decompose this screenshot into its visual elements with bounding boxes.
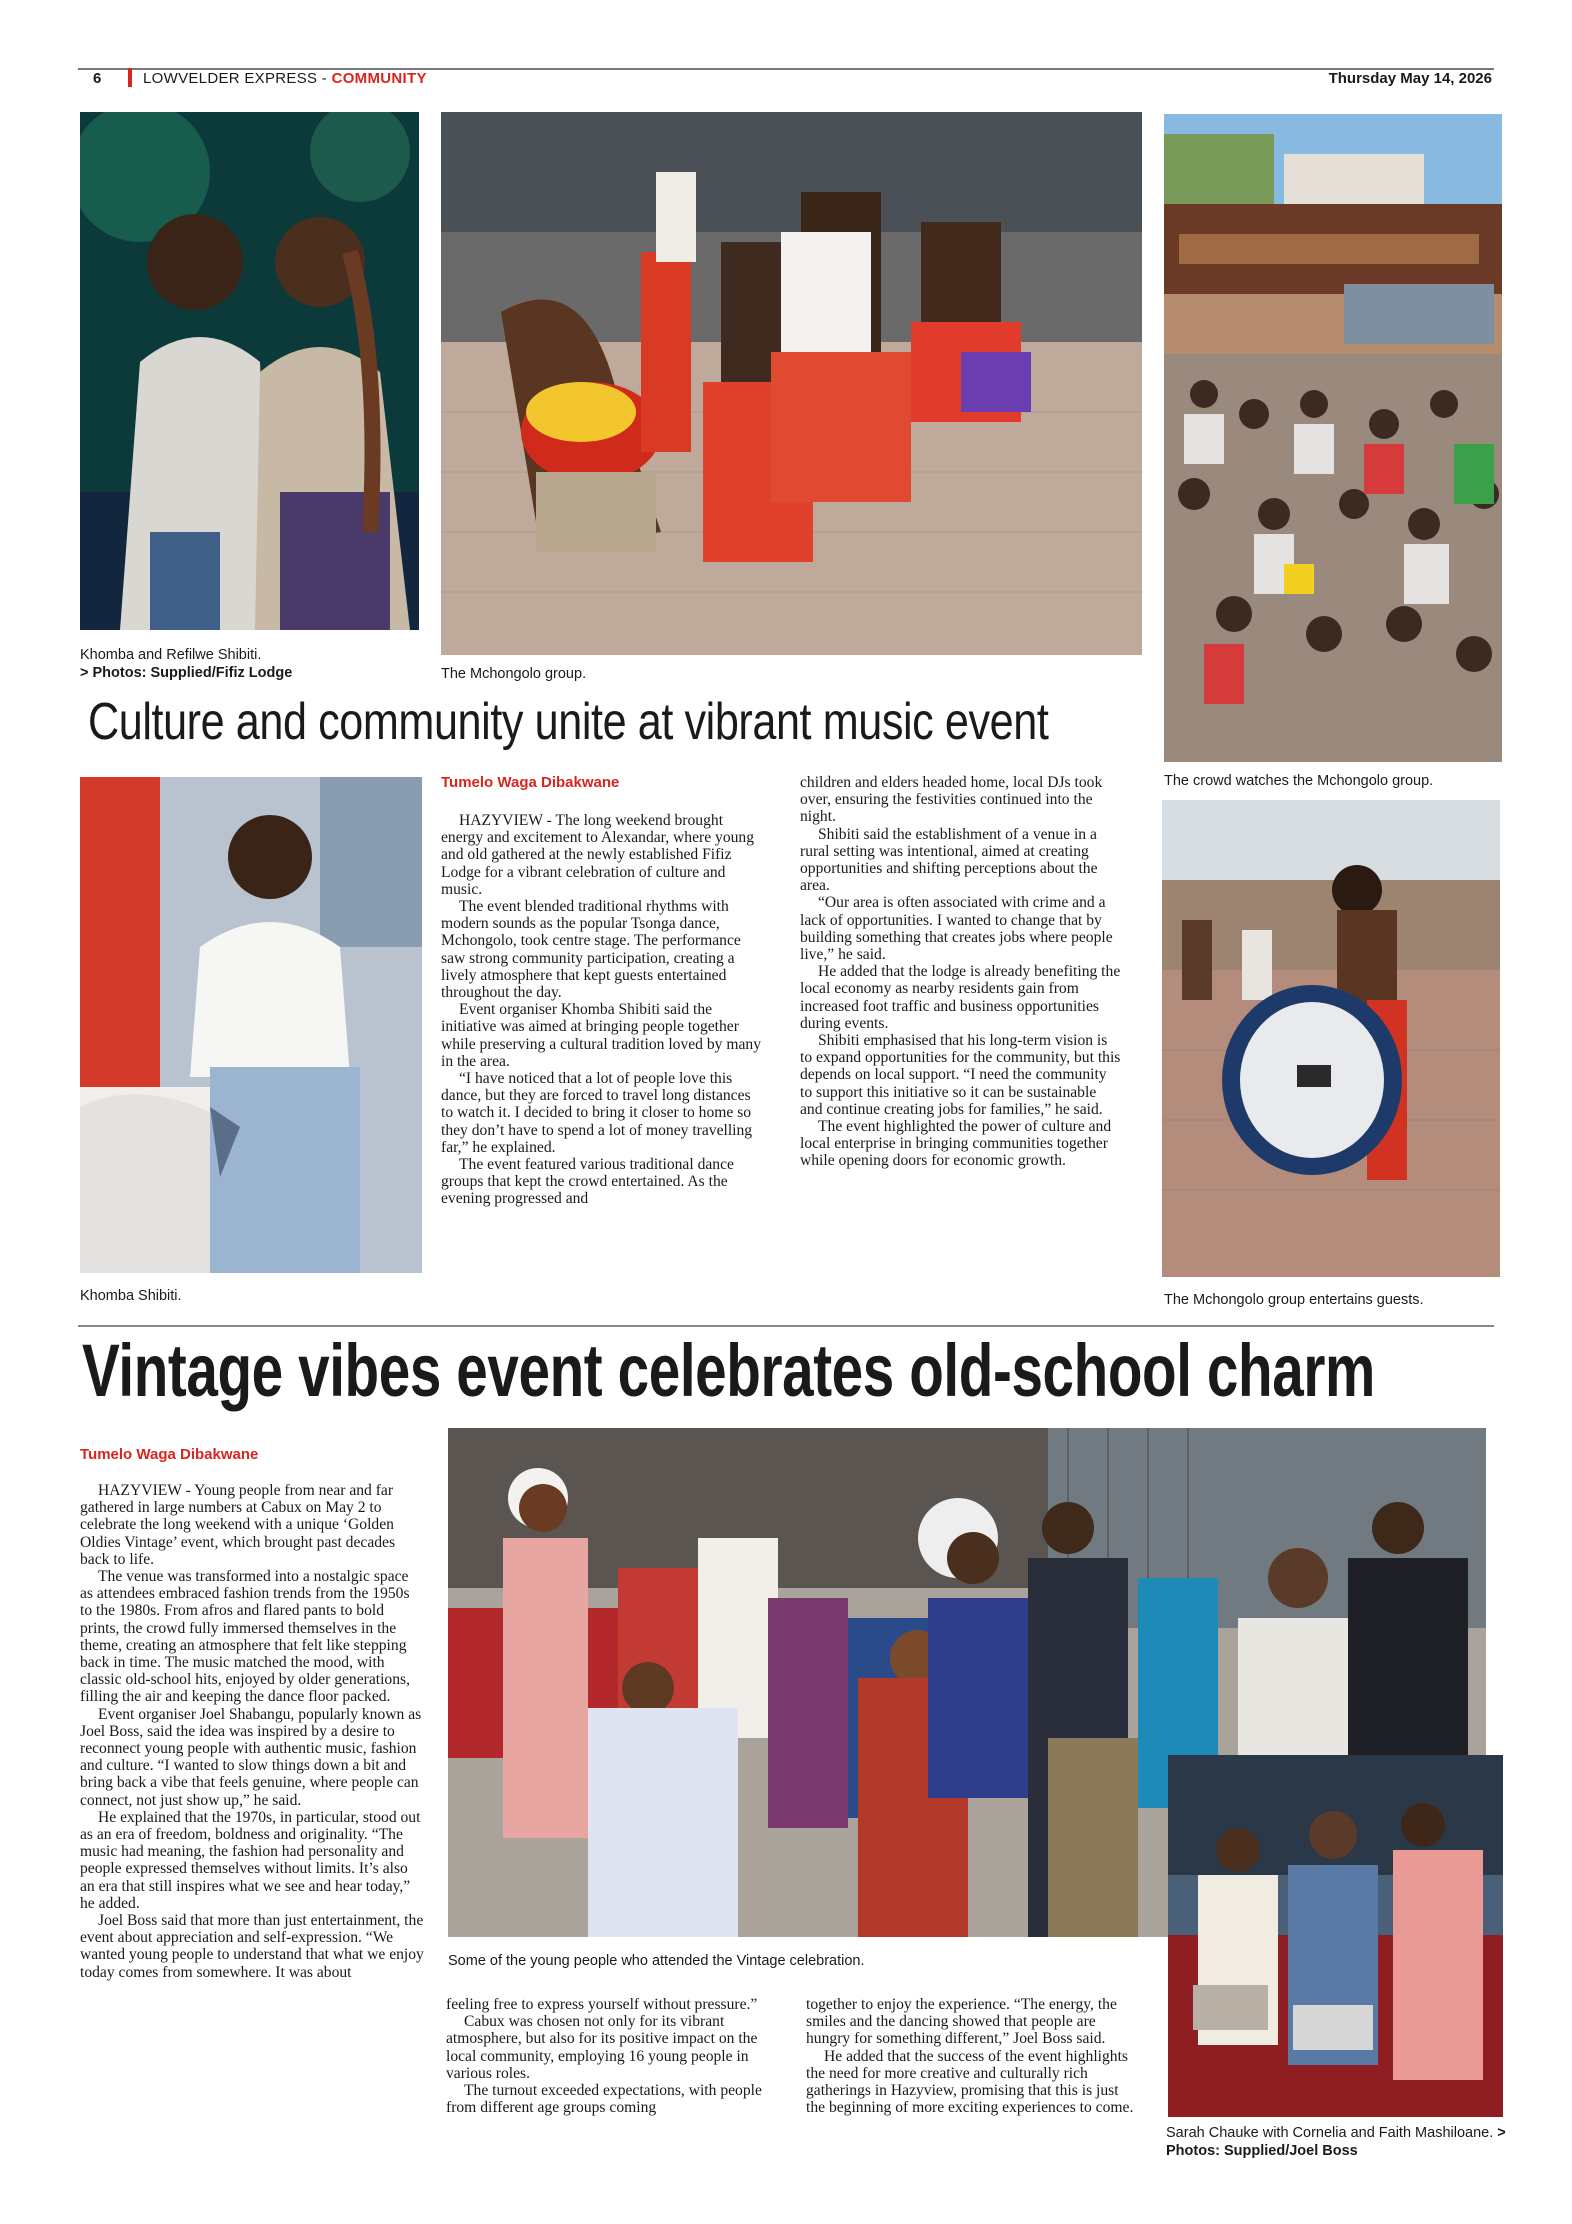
story1-byline: Tumelo Waga Dibakwane [441,774,620,791]
khomba-caption: Khomba Shibiti. [80,1288,182,1304]
publication-title [143,70,427,87]
story1-col1-paragraph: The event featured various traditional dance groups that kept the crowd entertained. As the evening progressed and [441,1156,734,1208]
story2-col3-continuation: together to enjoy the experience. “The energy, the smiles and the dancing showed that people are hungry for something different,” Joel Boss said. [806,1996,1117,2048]
section-name: COMMUNITY [331,70,427,87]
issue-date: Thursday May 14, 2026 [1328,70,1492,87]
story2-col2-paragraph: Cabux was chosen not only for its vibrant atmosphere, but also for its positive impact on the local community, employing 16 young people in various roles. [446,2013,758,2082]
page-number: 6 [93,70,102,87]
khomba-photo [80,777,422,1273]
story1-col1-paragraph: The event blended traditional rhythms with modern sounds as the popular Tsonga dance, Mchongolo, took centre stage. The performance saw strong community participation, creating a lively atmosphere that kept guests entertained throughout the day. [441,898,741,1002]
vintage-trio-caption [1166,2124,1506,2160]
couple-caption-text: Khomba and Refilwe Shibiti. [80,647,262,663]
story2-column-1 [80,1482,425,1981]
story1-col2-paragraph: Shibiti said the establishment of a venue in a rural setting was intentional, aimed at creating opportunities and shifting perceptions about the area. [800,825,1098,895]
story1-col2-paragraph: “Our area is often associated with crime and a lack of opportunities. I wanted to change that by building something that creates jobs where people live,” he said. [800,894,1113,964]
story1-column-1 [441,812,766,1208]
header-accent-bar [128,68,132,87]
crowd-caption: The crowd watches the Mchongolo group. [1164,773,1434,789]
drummer-caption: The Mchongolo group entertains guests. [1164,1292,1424,1308]
story1-column-2 [800,774,1122,1170]
couple-photo-credit: > Photos: Supplied/Fifiz Lodge [80,665,293,681]
story2-col2-paragraph: The turnout exceeded expectations, with people from different age groups coming [446,2082,762,2117]
story-divider [78,1325,1494,1327]
story2-byline: Tumelo Waga Dibakwane [80,1446,259,1463]
story2-column-3 [806,1996,1136,2116]
story1-col2-paragraph: He added that the lodge is already benefiting the local economy as nearby residents gain from increased foot traffic and business opportunities during events. [800,963,1121,1032]
story2-col1-paragraph: Event organiser Joel Shabangu, popularly known as Joel Boss, said the idea was inspired by a desire to reconnect young people with authentic music, fashion and culture. “I wanted to slow things down a bit and bring back a vibe that feels genuine, where people can connect, not just show up,” he said. [80,1705,422,1809]
crowd-photo [1164,114,1502,762]
drummer-photo [1162,800,1500,1277]
story2-col3-paragraph: He added that the success of the event highlights the need for more creative and culturally rich gatherings in Hazyview, promising that this is just the beginning of more exciting experiences to come. [806,2047,1134,2117]
story2-column-2 [446,1996,776,2116]
couple-photo [80,112,419,630]
story2-col1-paragraph: The venue was transformed into a nostalgic space as attendees embraced fashion trends from the 1950s to the 1980s. From afros and flared pants to bold prints, the crowd fully immersed themselves in the theme, creating an atmosphere that felt like stepping back in time. The music matched the mood, with classic old-school hits, enjoyed by older generations, filling the air and keeping the dance floor packed. [80,1568,410,1706]
story2-col1-paragraph: HAZYVIEW - Young people from near and far gathered in large numbers at Cabux on May 2 to celebrate the long weekend with a unique ‘Golden Oldies Vintage’ event, which brought past decades back to life. [80,1482,396,1568]
story1-headline: Culture and community unite at vibrant music event [88,693,1049,751]
dancers-photo [441,112,1142,655]
dancers-caption: The Mchongolo group. [441,666,587,682]
story1-col1-paragraph: “I have noticed that a lot of people love this dance, but they are forced to travel long distances to watch it. I decided to bring it closer to home so they don’t have to spend a lot of money travelling far,” he explained. [441,1070,753,1156]
story2-col1-paragraph: Joel Boss said that more than just entertainment, the event about appreciation and self-expression. “We wanted young people to understand that what we enjoy today comes from somewhere. It was about [80,1912,424,1981]
story2-headline: Vintage vibes event celebrates old-school charm [82,1329,1375,1412]
couple-caption [80,646,292,682]
publication-name: LOWVELDER EXPRESS - [143,70,332,87]
story2-col2-continuation: feeling free to express yourself without pressure.” [446,1996,758,2013]
story1-col1-paragraph: HAZYVIEW - The long weekend brought energy and excitement to Alexandar, where young and old gathered at the newly established Fifiz Lodge for a vibrant celebration of culture and music. [441,812,755,898]
story1-col2-continuation: children and elders headed home, local DJs took over, ensuring the festivities continued into the night. [800,774,1103,826]
vintage-group-caption: Some of the young people who attended the Vintage celebration. [448,1953,865,1969]
vintage-trio-photo [1168,1755,1503,2117]
story1-col2-paragraph: Shibiti emphasised that his long-term vision is to expand opportunities for the community, but this depends on local support. “I need the community to support this initiative so it can be sustainable and continue creating jobs for families,” he said. [800,1032,1121,1118]
vintage-trio-photo-credit: > Photos: Supplied/Joel Boss [1166,2125,1506,2159]
story2-col1-paragraph: He explained that the 1970s, in particular, stood out as an era of freedom, boldness and originality. “The music had meaning, the fashion had personality and people expressed themselves without limits. It’s also an era that still inspires what we see and hear today,” he added. [80,1808,421,1912]
story1-col1-paragraph: Event organiser Khomba Shibiti said the initiative was aimed at bringing people together while preserving a cultural tradition loved by many in the area. [441,1001,762,1070]
vintage-trio-caption-text: Sarah Chauke with Cornelia and Faith Mashiloane. [1166,2125,1494,2141]
story1-col2-paragraph: The event highlighted the power of culture and local enterprise in bringing communities together while opening doors for economic growth. [800,1118,1112,1170]
